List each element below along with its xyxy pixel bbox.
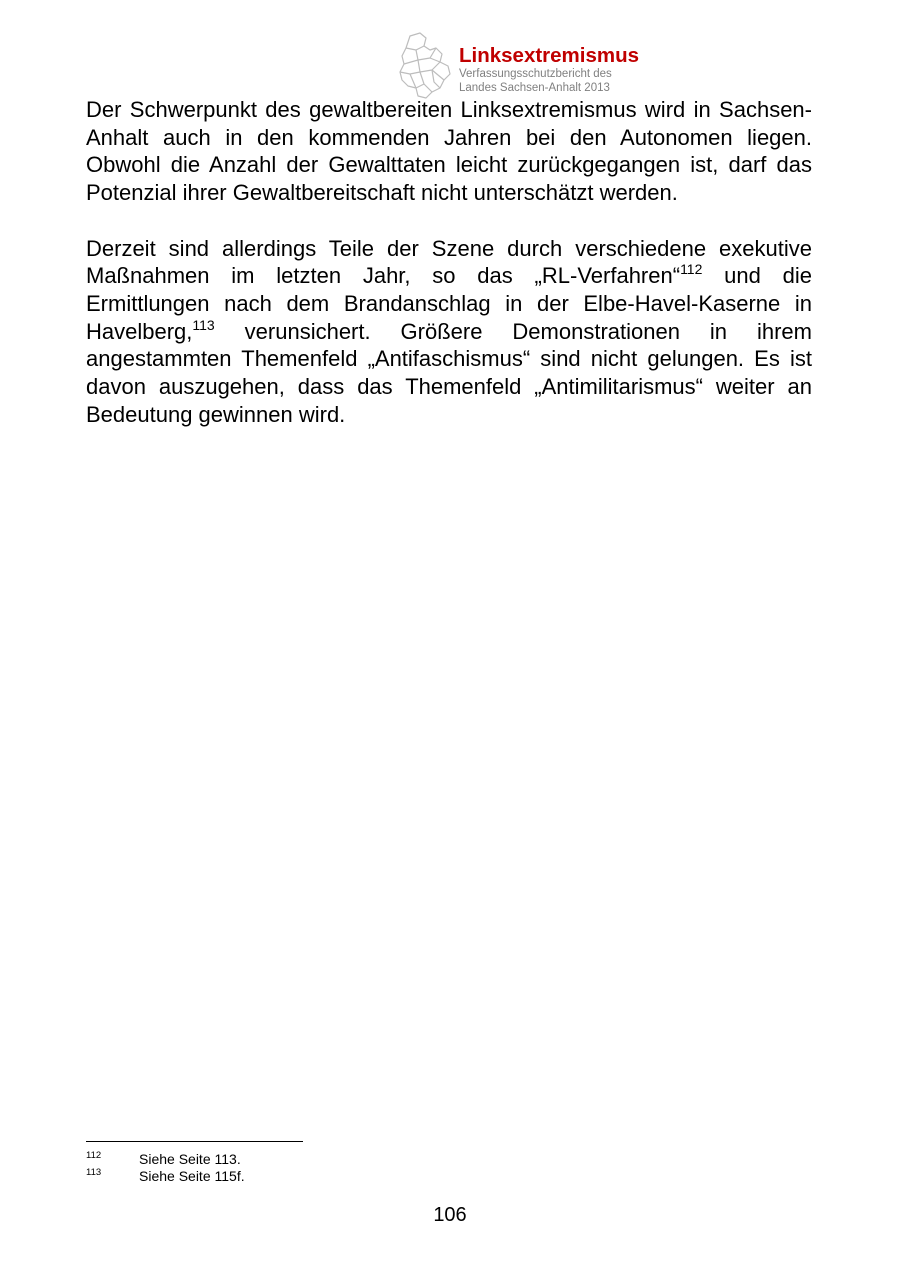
page-header <box>396 30 696 100</box>
report-subtitle-line-2: Landes Sachsen-Anhalt 2013 <box>459 81 610 94</box>
paragraph-2-part-3: verunsichert. Größere Demonstrationen in ihrem angestammten Themenfeld „Antifaschismus“ sind nicht gelungen. Es ist davon auszugehen, dass das Themenfeld „Antimilitarismus“ weiter an Bedeutung gewinnen wird. <box>86 318 812 427</box>
section-title: Linksextremismus <box>459 44 640 67</box>
paragraph-2-part-2: und die Ermittlungen nach dem Brandanschlag in der Elbe-Havel-Kaserne in Havelberg, <box>86 263 812 344</box>
footnote-ref-112[interactable]: 112 <box>680 261 703 278</box>
page-number: 106 <box>433 1204 467 1226</box>
paragraph-2-part-1: Derzeit sind allerdings Teile der Szene durch verschiedene exekutive Maßnahmen im letzten Jahr, so das „RL-Verfahren“ <box>86 235 812 289</box>
footnote-ref-113[interactable]: 113 <box>192 316 215 333</box>
sachsen-anhalt-map-icon <box>396 30 454 100</box>
paragraph-1: Der Schwerpunkt des gewaltbereiten Linksextremismus wird in Sachsen-Anhalt auch in den kommenden Jahren bei den Autonomen liegen. Obwohl die Anzahl der Gewalttaten leicht zurückgegangen ist, darf das Potenzial ihrer Gewaltbereitschaft nicht unterschätzt werden. <box>86 97 812 206</box>
footnote-number: 112 <box>86 1150 102 1161</box>
footnote-separator <box>86 1141 303 1142</box>
report-subtitle-line-1: Verfassungsschutzbericht des <box>459 68 612 80</box>
footnote-text: Siehe Seite 115f. <box>139 1168 245 1184</box>
main-text <box>86 96 812 456</box>
footnote-number: 113 <box>86 1167 102 1178</box>
paragraph-2 <box>86 235 812 429</box>
footnote-text: Siehe Seite 113. <box>139 1151 241 1167</box>
